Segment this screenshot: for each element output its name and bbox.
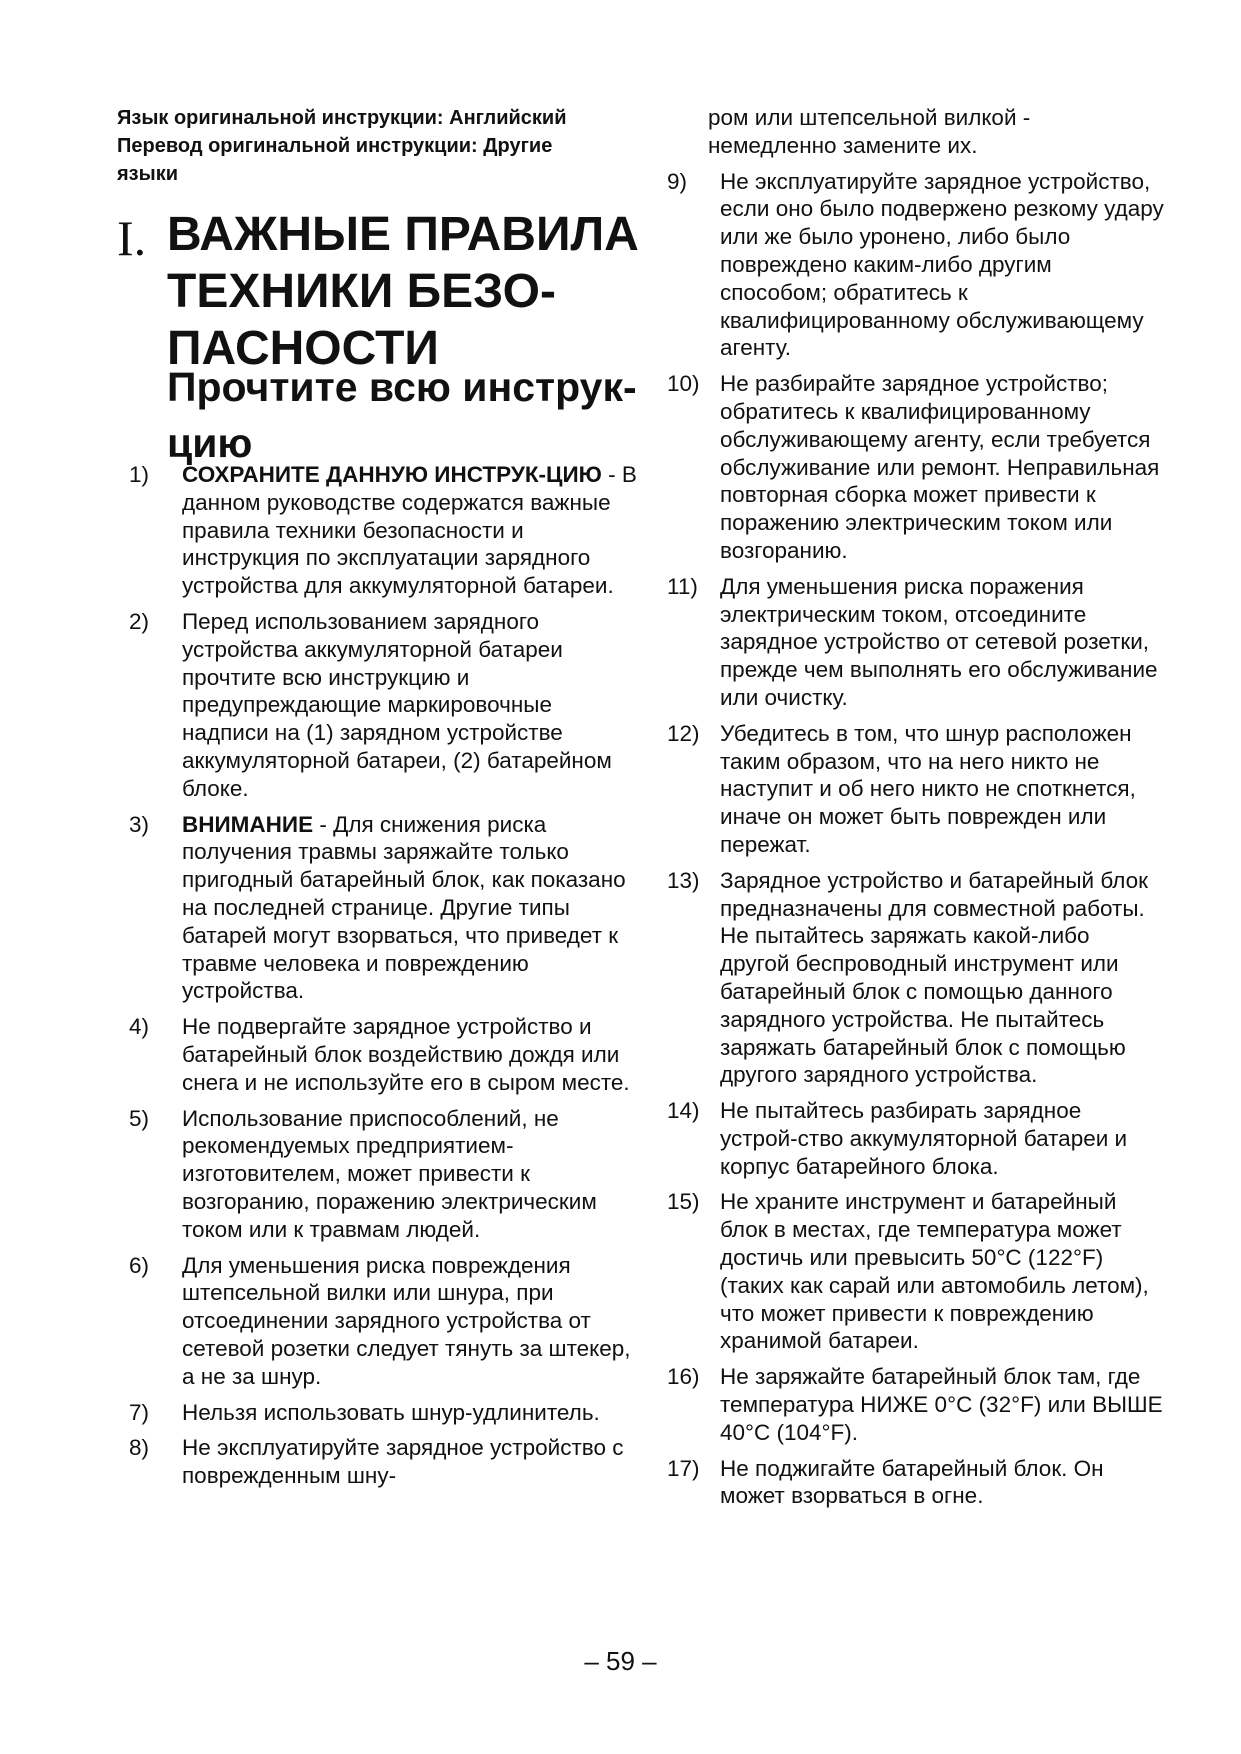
rule-text: Для уменьшения риска поражения электрическим током, отсоедините зарядное устройство от сетевой розетки, прежде чем выполнять его обслуживание или очистку. [720, 573, 1158, 710]
rule-item [655, 867, 1165, 1089]
rule-number: 4) [129, 1014, 150, 1040]
rule-number: 1) [129, 462, 150, 487]
rule-number: 14) [667, 1098, 700, 1124]
document-header [117, 104, 637, 188]
rule-text: - В данном руководстве содержатся важные правила техники безопасности и инструкция по эксплуатации зарядного устройства для аккумуляторной батареи. [182, 462, 637, 599]
header-line-2: Перевод оригинальной инструкции: Другие [117, 135, 553, 157]
rule-item [117, 608, 637, 803]
rule-number: 10) [667, 371, 700, 397]
rule-text: Не поджигайте батарейный блок. Он может взорваться в огне. [720, 1455, 1104, 1509]
rule-text: Не храните инструмент и батарейный блок в местах, где температура может достичь или превысить 50°C (122°F) (таких как сарай или автомобиль летом), что может привести к повреждению хранимой батареи. [720, 1189, 1149, 1354]
rule-text: Зарядное устройство и батарейный блок предназначены для совместной работы. Не пытайтесь заряжать какой-либо другой беспроводный инструмент или батарейный блок с помощью данного зарядного устройства. Не пытайтесь заряжать батарейный блок с помощью другого зарядного устройства. [720, 867, 1148, 1088]
rule-item [655, 573, 1165, 712]
section-number: I. [117, 210, 147, 266]
rule-number: 17) [667, 1455, 700, 1481]
rule-text: Для уменьшения риска повреждения штепсельной вилки или шнура, при отсоединении зарядного устройства от сетевой розетки следует тянуть за штекер, а не за шнур. [182, 1252, 631, 1389]
rule-item [117, 1105, 637, 1244]
rule-item [655, 1097, 1165, 1180]
rule-item [655, 1455, 1165, 1511]
rule-number: 8) [129, 1435, 150, 1461]
right-rules-list [655, 104, 1165, 1518]
rule-text: Нельзя использовать шнур-удлинитель. [182, 1399, 600, 1425]
rule-text: Не пытайтесь разбирать зарядное устрой-ство аккумуляторной батареи и корпус батарейного блока. [720, 1098, 1128, 1179]
rule-item-8-continuation [655, 104, 1165, 160]
left-rules-list [117, 461, 637, 1498]
rule-number: 13) [667, 867, 700, 893]
rule-lead: ВНИМАНИЕ [182, 811, 314, 837]
rule-item [655, 1188, 1165, 1355]
rule-text: Убедитесь в том, что шнур расположен таким образом, что на него никто не наступит и об него никто не споткнется, иначе он может быть поврежден или пережат. [720, 720, 1136, 857]
rule-text: Не заряжайте батарейный блок там, где температура НИЖЕ 0°C (32°F) или ВЫШЕ 40°C (104°F). [720, 1364, 1163, 1445]
rule-number: 16) [667, 1364, 700, 1390]
rule-text: Не эксплуатируйте зарядное устройство с поврежденным шну- [182, 1435, 624, 1489]
rule-item [117, 461, 637, 600]
section-heading: ВАЖНЫЕ ПРАВИЛА ТЕХНИКИ БЕЗО-ПАСНОСТИ [167, 208, 639, 375]
rule-item [655, 720, 1165, 859]
rule-number: 12) [667, 720, 700, 746]
rule-text: Перед использованием зарядного устройства аккумуляторной батареи прочтите всю инструкцию и предупреждающие маркировочные надписи на (1) зарядном устройстве аккумуляторной батареи, (2) батарейном блоке. [182, 608, 612, 801]
header-line-1: Язык оригинальной инструкции: Английский [117, 107, 567, 129]
rule-text: ром или штепсельной вилкой - немедленно замените их. [708, 105, 1031, 158]
page-number: – 59 – [584, 1646, 657, 1676]
rule-number: 5) [129, 1105, 150, 1131]
rule-text: - Для снижения риска получения травмы заряжайте только пригодный батарейный блок, как показано на последней странице. Другие типы батарей могут взорваться, что приведет к травме человека и повреждению устройства. [182, 811, 626, 1004]
rule-number: 2) [129, 608, 150, 634]
rule-item [655, 168, 1165, 363]
rule-item [117, 1434, 637, 1490]
header-line-3: языки [117, 163, 178, 185]
rule-number: 7) [129, 1399, 150, 1425]
rule-item [655, 370, 1165, 565]
rule-text: Использование приспособлений, не рекомендуемых предприятием-изготовителем, может привести к возгоранию, поражению электрическим током или к травмам людей. [182, 1105, 597, 1242]
rule-item [655, 1363, 1165, 1446]
rule-item [117, 811, 637, 1006]
rule-number: 9) [667, 168, 688, 194]
rule-text: Не разбирайте зарядное устройство; обратитесь к квалифицированному обслуживающему агенту, если требуется обслуживание или ремонт. Неправильная повторная сборка может привести к поражению электрическим током или возгоранию. [720, 371, 1160, 563]
rule-number: 11) [667, 573, 698, 599]
rule-item [117, 1399, 637, 1427]
rule-item [117, 1252, 637, 1391]
rule-number: 15) [667, 1189, 700, 1215]
rule-item [117, 1013, 637, 1096]
rule-lead: СОХРАНИТЕ ДАННУЮ ИНСТРУК-ЦИЮ [182, 462, 602, 487]
rule-number: 3) [129, 811, 150, 837]
rule-text: Не эксплуатируйте зарядное устройство, если оно было подвержено резкому удару или же было уронено, либо было повреждено каким-либо другим способом; обратитесь к квалифицированному обслуживающему агенту. [720, 168, 1164, 361]
rule-text: Не подвергайте зарядное устройство и батарейный блок воздействию дождя или снега и не используйте его в сыром месте. [182, 1014, 630, 1095]
rule-number: 6) [129, 1252, 150, 1278]
section-subheading: Прочтите всю инструк-цию [167, 364, 637, 466]
